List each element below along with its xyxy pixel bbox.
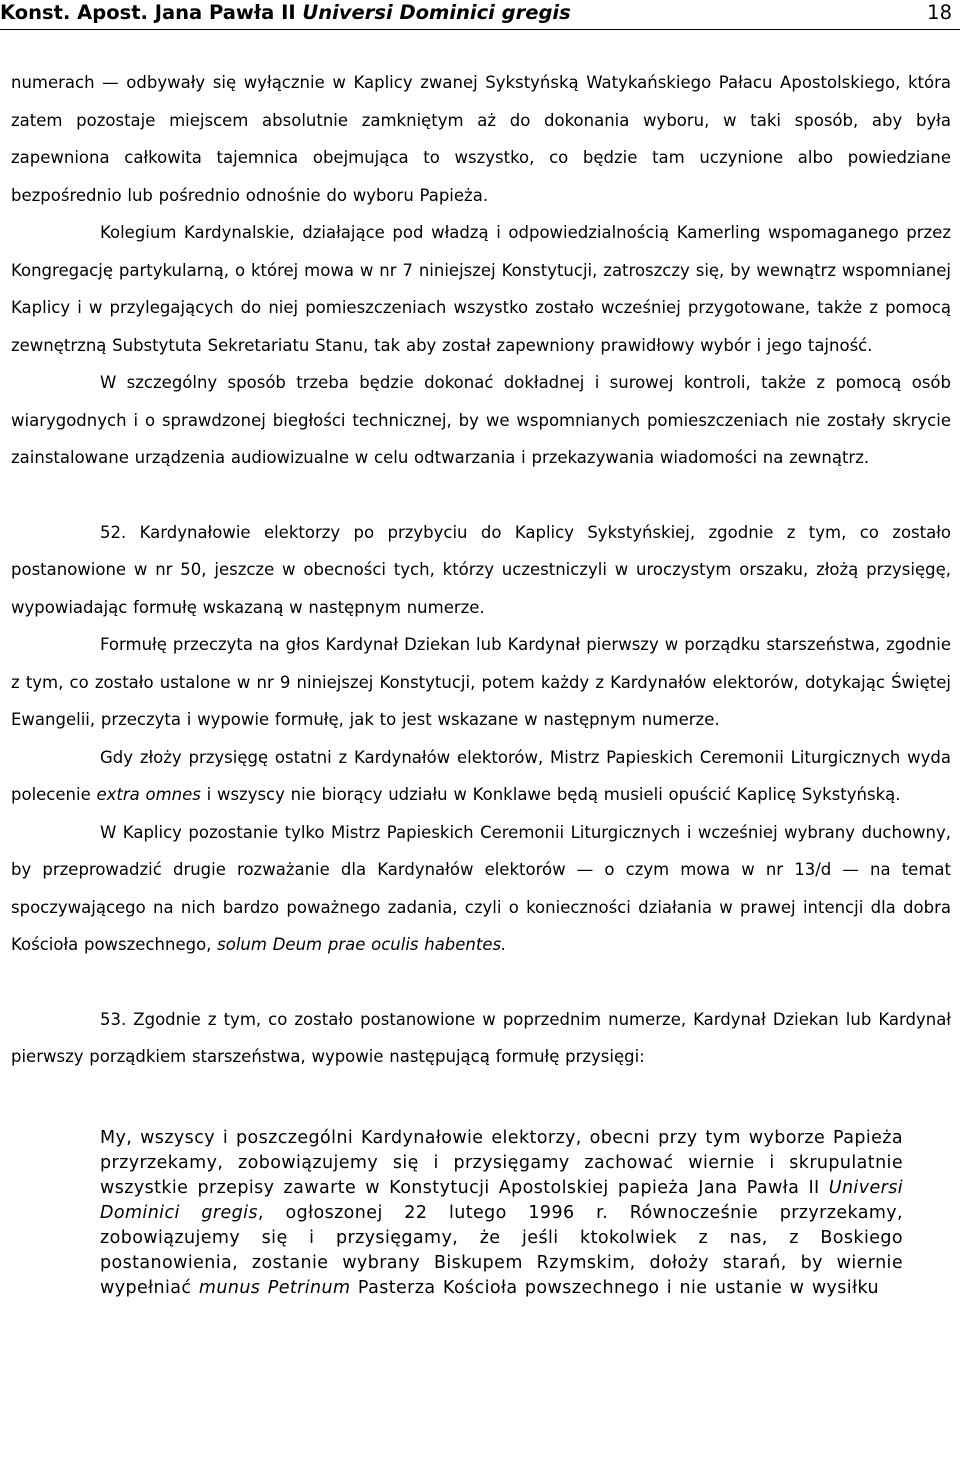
oath-formula (100, 1126, 903, 1301)
paragraph (11, 739, 951, 814)
header-title-italic: Universi Dominici gregis (302, 1, 571, 24)
paragraph: numerach — odbywały się wyłącznie w Kaplicy zwanej Sykstyńską Watykańskiego Pałacu Apostolskiego, która zatem pozostaje miejscem absolutnie zamkniętym aż do dokonania wyboru, w taki sposób, aby była zapewniona całkowita tajemnica obejmująca to wszystko, co będzie tam uczynione albo powiedziane bezpośrednio lub pośrednio odnośnie do wyboru Papieża. (11, 73, 951, 205)
oath-text: My, wszyscy i poszczególni Kardynałowie elektorzy, obecni przy tym wyborze Papieża przyrzekamy, zobowiązujemy się i przysięgamy zachować wiernie i skrupulatnie wszystkie przepisy zawarte w Konstytucji Apostolskiej papieża Jana Pawła II (100, 1127, 903, 1198)
oath-italic: Universi Dominici gregis (100, 1177, 903, 1223)
paragraph-italic: solum Deum prae oculis habentes. (217, 935, 507, 954)
paragraph-article-53: 53. Zgodnie z tym, co zostało postanowione w poprzednim numerze, Kardynał Dziekan lub Kardynał pierwszy porządkiem starszeństwa, wypowie następującą formułę przysięgi: (11, 1009, 951, 1066)
paragraph-text: i wszyscy nie biorący udziału w Konklawe będą musieli opuścić Kaplicę Sykstyńską. (200, 785, 901, 804)
paragraph-italic: extra omnes (96, 785, 201, 804)
header-title (0, 0, 571, 26)
header-title-text: Konst. Apost. Jana Pawła II (0, 1, 303, 24)
spacer (11, 1076, 951, 1126)
paragraph (11, 814, 951, 964)
page-header (0, 0, 960, 30)
spacer (11, 477, 951, 514)
oath-text: , ogłoszonej 22 lutego 1996 r. Równocześnie przyrzekamy, zobowiązujemy się i przysięgamy, że jeśli ktokolwiek z nas, z Boskiego postanowienia, zostanie wybrany Biskupem Rzymskim, dołoży starań, by wiernie wypełniać (100, 1202, 904, 1298)
paragraph-text: Gdy złoży przysięgę ostatni z Kardynałów elektorów, Mistrz Papieskich Ceremonii Liturgicznych wyda polecenie (11, 747, 951, 804)
oath-italic: munus Petrinum (198, 1277, 351, 1298)
paragraph: Formułę przeczyta na głos Kardynał Dziekan lub Kardynał pierwszy w porządku starszeństwa, zgodnie z tym, co zostało ustalone w nr 9 niniejszej Konstytucji, potem każdy z Kardynałów elektorów, dotykając Świętej Ewangelii, przeczyta i wypowie formułę, jak to jest wskazane w następnym numerze. (11, 635, 951, 729)
spacer (11, 964, 951, 1001)
document-body (11, 64, 951, 1301)
paragraph: W szczególny sposób trzeba będzie dokonać dokładnej i surowej kontroli, także z pomocą osób wiarygodnych i o sprawdzonej biegłości technicznej, by we wspomnianych pomieszczeniach nie zostały skrycie zainstalowane urządzenia audiowizualne w celu odtwarzania i przekazywania wiadomości na zewnątrz. (11, 373, 951, 467)
paragraph: Kolegium Kardynalskie, działające pod władzą i odpowiedzialnością Kamerling wspomaganego przez Kongregację partykularną, o której mowa w nr 7 niniejszej Konstytucji, zatroszczy się, by wewnątrz wspomnianej Kaplicy i w przylegających do niej pomieszczeniach wszystko zostało wcześniej przygotowane, także z pomocą zewnętrzną Substytuta Sekretariatu Stanu, tak aby został zapewniony prawidłowy wybór i jego tajność. (11, 223, 951, 355)
paragraph-article-52: 52. Kardynałowie elektorzy po przybyciu do Kaplicy Sykstyńskiej, zgodnie z tym, co zostało postanowione w nr 50, jeszcze w obecności tych, którzy uczestniczyli w uroczystym orszaku, złożą przysięgę, wypowiadając formułę wskazaną w następnym numerze. (11, 522, 951, 617)
page-number: 18 (927, 1, 952, 24)
oath-text: Pasterza Kościoła powszechnego i nie ustanie w wysiłku (350, 1277, 879, 1298)
paragraph-text: W Kaplicy pozostanie tylko Mistrz Papieskich Ceremonii Liturgicznych i wcześniej wybrany duchowny, by przeprowadzić drugie rozważanie dla Kardynałów elektorów — o czym mowa w nr 13/d — na temat spoczywającego na nich bardzo poważnego zadania, czyli o konieczności działania w prawej intencji dla dobra Kościoła powszechnego, (11, 822, 951, 954)
